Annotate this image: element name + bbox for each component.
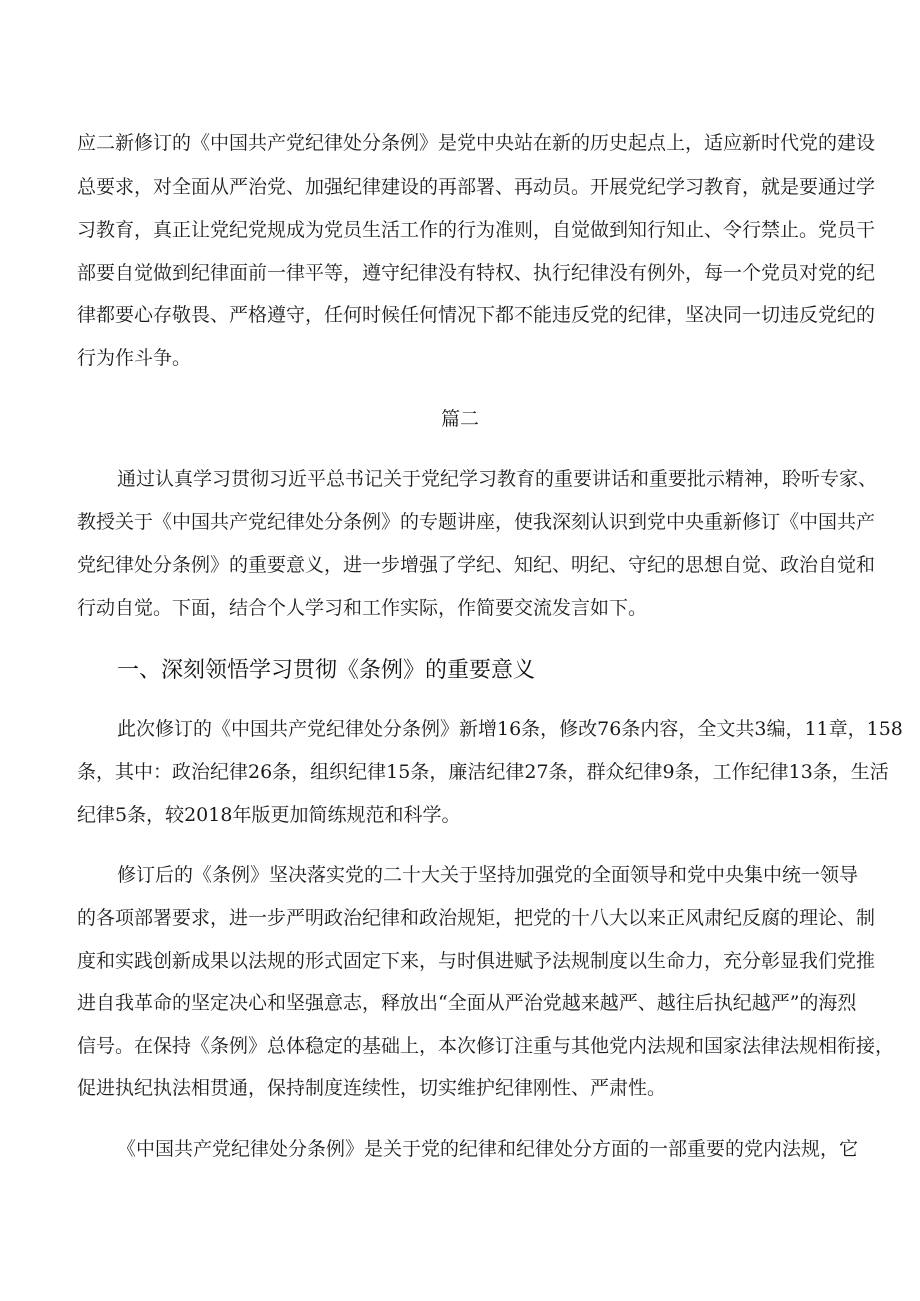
text-line: 总要求，对全面从严治党、加强纪律建设的再部署、再动员。开展党纪学习教育，就是要通过学 [77,176,876,198]
text-line: 应二新修订的《中国共产党纪律处分条例》是党中央站在新的历史起点上，适应新时代党的建设 [77,132,876,154]
text-line: 进自我革命的坚定决心和坚强意志，释放出“全面从严治党越来越严、越往后执纪越严”的海烈 [77,992,857,1014]
text-line: 此次修订的《中国共产党纪律处分条例》新增16条，修改76条内容，全文共3编，11章，158 [117,718,903,740]
section-heading: 一、深刻领悟学习贯彻《条例》的重要意义 [117,658,536,683]
text-line: 通过认真学习贯彻习近平总书记关于党纪学习教育的重要讲话和重要批示精神，聆听专家、 [117,468,878,490]
text-line: 信号。在保持《条例》总体稳定的基础上，本次修订注重与其他党内法规和国家法律法规相衔接， [77,1035,895,1057]
text-line: 教授关于《中国共产党纪律处分条例》的专题讲座，使我深刻认识到党中央重新修订《中国共产 [77,511,876,533]
text-line: 党纪律处分条例》的重要意义，进一步增强了学纪、知纪、明纪、守纪的思想自觉、政治自觉和 [77,554,876,576]
text-line: 条，其中：政治纪律26条，组织纪律15条，廉洁纪律27条，群众纪律9条，工作纪律13条，生活 [77,761,889,783]
text-line: 纪律5条，较2018年版更加简练规范和科学。 [77,804,461,826]
text-line: 律都要心存敬畏、严格遵守，任何时候任何情况下都不能违反党的纪律，坚决同一切违反党纪的 [77,304,876,326]
text-line: 行动自觉。下面，结合个人学习和工作实际，作简要交流发言如下。 [77,597,648,619]
text-line: 度和实践创新成果以法规的形式固定下来，与时俱进赋予法规制度以生命力，充分彰显我们党推 [77,950,876,972]
text-line: 修订后的《条例》坚决落实党的二十大关于坚持加强党的全面领导和党中央集中统一领导 [117,864,859,886]
text-line: 行为作斗争。 [77,347,192,369]
text-line: 习教育，真正让党纪党规成为党员生活工作的行为准则，自觉做到知行知止、令行禁止。党员干 [77,219,876,241]
text-line: 促进执纪执法相贯通，保持制度连续性，切实维护纪律刚性、严肃性。 [77,1077,667,1099]
section-title: 篇二 [440,408,479,430]
text-line: 《中国共产党纪律处分条例》是关于党的纪律和纪律处分方面的一部重要的党内法规，它 [117,1138,859,1160]
text-line: 的各项部署要求，进一步严明政治纪律和政治规矩，把党的十八大以来正风肃纪反腐的理论、制 [77,907,876,929]
text-line: 部要自觉做到纪律面前一律平等，遵守纪律没有特权、执行纪律没有例外，每一个党员对党的纪 [77,262,876,284]
